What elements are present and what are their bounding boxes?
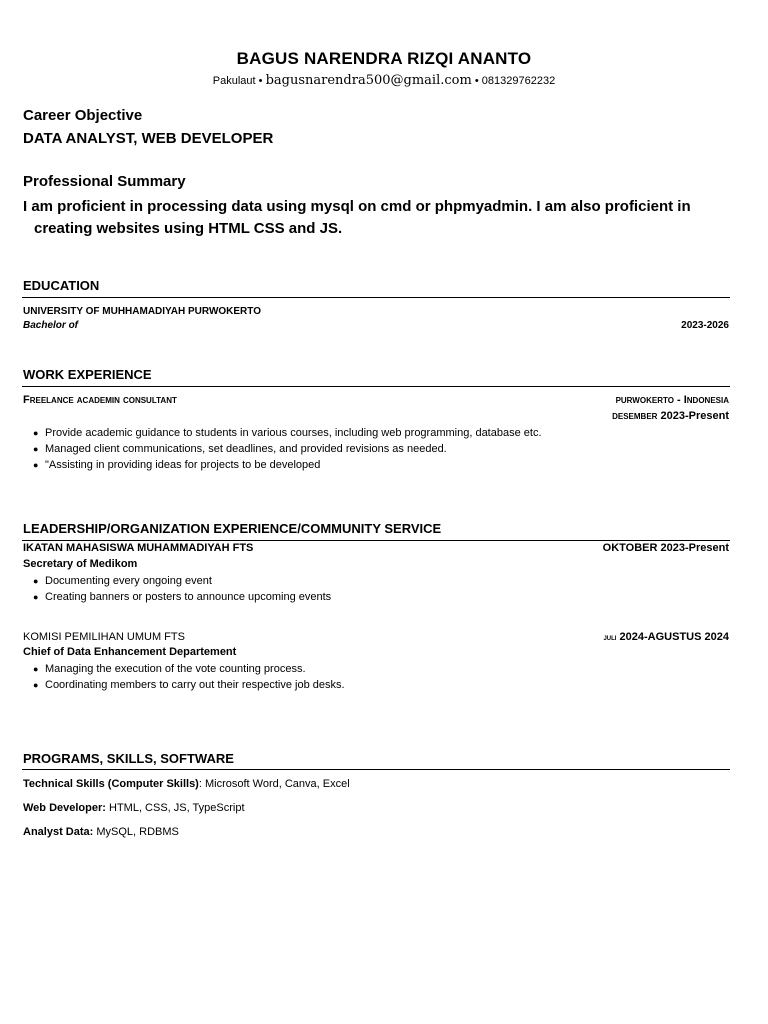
- org-role: Secretary of Medikom: [23, 558, 138, 570]
- list-item: ● Managed client communications, set deadlines, and provided revisions as needed.: [33, 441, 542, 457]
- skill-value: Microsoft Word, Canva, Excel: [204, 778, 350, 790]
- org-role: Chief of Data Enhancement Departement: [23, 646, 237, 658]
- section-divider: [22, 540, 730, 541]
- org-dates: [603, 631, 729, 643]
- skill-value: HTML, CSS, JS, TypeScript: [109, 802, 245, 814]
- org-date-range: 2024-AGUSTUS 2024: [619, 631, 729, 643]
- education-school: UNIVERSITY OF MUHHAMADIYAH PURWOKERTO: [23, 306, 261, 317]
- list-item: ● "Assisting in providing ideas for projects to be developed: [33, 457, 542, 473]
- skills-heading: PROGRAMS, SKILLS, SOFTWARE: [23, 751, 234, 766]
- summary-line-2: creating websites using HTML CSS and JS.: [34, 220, 343, 237]
- work-title: Freelance academin consultant: [23, 394, 177, 406]
- career-objective-heading: Career Objective: [23, 107, 143, 124]
- summary-heading: Professional Summary: [23, 173, 186, 190]
- org-name: IKATAN MAHASISWA MUHAMMADIYAH FTS: [23, 542, 254, 554]
- work-location: purwokerto - Indonesia: [615, 394, 729, 406]
- summary-text: [23, 196, 723, 240]
- org-dates: OKTOBER 2023-Present: [602, 542, 729, 554]
- email-address: bagusnarendra500@gmail.com: [265, 73, 472, 88]
- org-date-month: juli: [603, 632, 617, 642]
- education-heading: EDUCATION: [23, 278, 100, 293]
- work-bullet-list: [33, 425, 542, 473]
- org-name: KOMISI PEMILIHAN UMUM FTS: [23, 631, 185, 643]
- skill-label: Web Developer:: [23, 802, 106, 814]
- separator: •: [474, 75, 479, 87]
- work-date-month: desember: [612, 410, 658, 422]
- skill-separator: :: [198, 778, 205, 790]
- location: Pakulaut: [212, 75, 256, 87]
- list-item: ● Managing the execution of the vote counting process.: [33, 661, 345, 677]
- skill-label: Analyst Data:: [23, 826, 94, 838]
- work-date-range: 2023-Present: [660, 410, 729, 422]
- skill-row: [23, 802, 245, 814]
- list-item: ● Coordinating members to carry out their respective job desks.: [33, 677, 345, 693]
- section-divider: [22, 386, 730, 387]
- skill-row: [23, 826, 179, 838]
- list-item: ● Documenting every ongoing event: [33, 573, 331, 589]
- contact-line: [0, 73, 768, 88]
- education-degree: Bachelor of: [23, 320, 79, 331]
- career-objective-value: DATA ANALYST, WEB DEVELOPER: [23, 130, 274, 147]
- section-divider: [22, 769, 730, 770]
- section-divider: [22, 297, 730, 298]
- org-bullet-list: [33, 573, 331, 605]
- skill-row: [23, 778, 350, 790]
- list-item: ● Provide academic guidance to students in various courses, including web programming, database etc.: [33, 425, 542, 441]
- work-heading: WORK EXPERIENCE: [23, 367, 152, 382]
- summary-line-1: I am proficient in processing data using mysql on cmd or phpmyadmin. I am also proficient in: [23, 198, 691, 215]
- separator: •: [258, 75, 263, 87]
- leadership-heading: LEADERSHIP/ORGANIZATION EXPERIENCE/COMMUNITY SERVICE: [23, 521, 442, 536]
- work-dates: [612, 410, 729, 422]
- org-bullet-list: [33, 661, 345, 693]
- skill-label: Technical Skills (Computer Skills): [23, 778, 199, 790]
- skill-value: MySQL, RDBMS: [96, 826, 179, 838]
- education-years: 2023-2026: [681, 320, 729, 331]
- phone-number: 081329762232: [481, 75, 556, 87]
- list-item: ● Creating banners or posters to announce upcoming events: [33, 589, 331, 605]
- candidate-name: BAGUS NARENDRA RIZQI ANANTO: [236, 49, 532, 68]
